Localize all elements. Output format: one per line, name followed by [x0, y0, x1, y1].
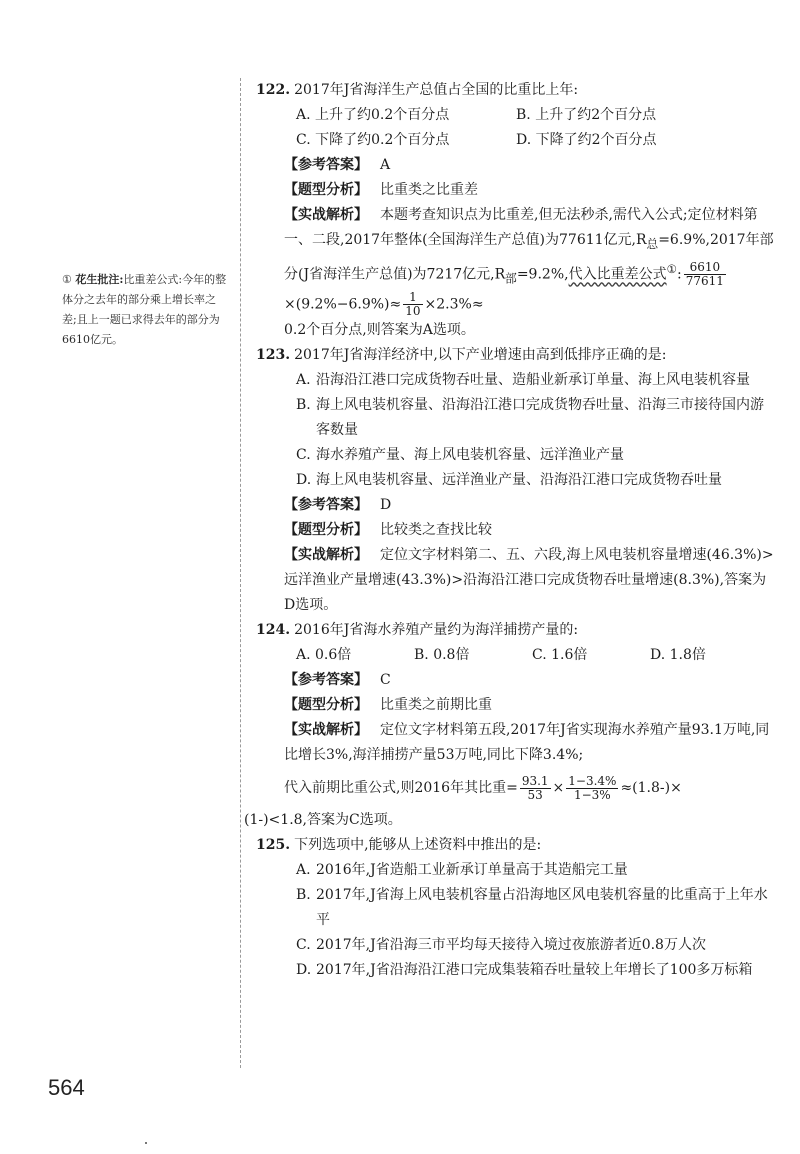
type-value: 比重类之比重差 [380, 182, 478, 198]
option-b [256, 883, 776, 933]
type-value: 比较类之查找比较 [380, 522, 492, 539]
margin-note [62, 270, 230, 350]
type-tag: 【题型分析】 [284, 697, 368, 714]
option-b: B. 0.8倍 [414, 647, 470, 664]
fraction [684, 261, 726, 288]
analysis-text: 0.2个百分点,则答案为A选项。 [284, 322, 475, 339]
option-a [256, 368, 776, 393]
analysis-text: ×(9.2%−6.9%)≈ [284, 296, 402, 313]
question-124-conclusion [244, 808, 776, 833]
analysis-text: 代入前期比重公式,则2016年其比重= [284, 780, 518, 797]
answer-tag: 【参考答案】 [284, 497, 368, 514]
question-text: 2017年J省海洋生产总值占全国的比重比上年: [294, 82, 579, 98]
margin-note-text: 比重差公式:今年的整体分之去年的部分乘上增长率之差;且上一题已求得去年的部分为6610亿元。 [62, 273, 227, 346]
option-a: A. 上升了约0.2个百分点 [296, 107, 450, 123]
margin-note-marker: ① [62, 273, 72, 286]
margin-divider [240, 78, 241, 1068]
question-124-stem [256, 618, 776, 643]
option-letter: C. [296, 447, 311, 464]
type-value: 比重类之前期比重 [380, 697, 492, 714]
question-number: 125. [256, 837, 291, 854]
option-text: 2017年,J省沿海沿江港口完成集装箱吞吐量较上年增长了100多万标箱 [316, 962, 753, 979]
option-d: D. 下降了约2个百分点 [516, 132, 657, 148]
answer-value: C [380, 672, 391, 689]
analysis-tag: 【实战解析】 [284, 207, 368, 223]
option-a: A. 0.6倍 [296, 647, 352, 664]
numerator: 6610 [684, 261, 726, 275]
question-124-options [256, 643, 776, 668]
numerator: 1 [403, 291, 422, 305]
analysis-tag: 【实战解析】 [284, 547, 368, 564]
type-tag: 【题型分析】 [284, 522, 368, 539]
subscript: 部 [505, 271, 517, 286]
answer-tag: 【参考答案】 [284, 672, 368, 689]
option-c: C. 下降了约0.2个百分点 [296, 132, 450, 148]
analysis-text: 本题考查知识点为比重差,但无法秒杀,需代入公式;定位材料第一、二段,2017年整体(全国海洋生产总值)为77611亿元,R [284, 207, 758, 248]
scan-speck [145, 1142, 147, 1144]
question-text: 2016年J省海水养殖产量约为海洋捕捞产量的: [294, 622, 579, 639]
question-124-analysis [256, 718, 776, 768]
option-d [256, 468, 776, 493]
question-text: 下列选项中,能够从上述资料中推出的是: [294, 837, 542, 854]
option-letter: B. [296, 887, 311, 904]
answer-tag: 【参考答案】 [284, 157, 368, 173]
answer-line [256, 668, 776, 693]
option-text: 海上风电装机容量、沿海沿江港口完成货物吞吐量、沿海三市接待国内游客数量 [316, 397, 764, 439]
type-tag: 【题型分析】 [284, 182, 368, 198]
option-c [256, 443, 776, 468]
question-123-analysis [256, 543, 776, 618]
option-d: D. 1.8倍 [650, 647, 706, 664]
analysis-tag: 【实战解析】 [284, 722, 368, 739]
question-number: 124. [256, 622, 291, 639]
underlined-text: 代入比重差公式 [568, 266, 667, 283]
option-text: 2016年,J省造船工业新承订单量高于其造船完工量 [316, 862, 628, 879]
analysis-text: ×2.3%≈ [424, 296, 484, 313]
analysis-text: =6.9%,2017年部分(J省海洋生产总值)为7217亿元,R [284, 232, 774, 283]
type-line [256, 518, 776, 543]
answer-value: A [380, 157, 391, 173]
option-d [256, 958, 776, 983]
type-line [256, 178, 776, 203]
option-letter: A. [296, 862, 311, 879]
analysis-text: 定位文字材料第五段,2017年J省实现海水养殖产量93.1万吨,同比增长3%,海洋捕捞产量53万吨,同比下降3.4%; [284, 722, 770, 764]
option-b [256, 393, 776, 443]
option-a [256, 858, 776, 883]
denominator: 53 [527, 787, 543, 802]
type-line [256, 693, 776, 718]
analysis-text: 定位文字材料第二、五、六段,海上风电装机容量增速(46.3%)>远洋渔业产量增速(43.3%)>沿海沿江港口完成货物吞吐量增速(8.3%),答案为D选项。 [284, 547, 774, 614]
option-text: 海上风电装机容量、远洋渔业产量、沿海沿江港口完成货物吞吐量 [316, 472, 722, 489]
question-124-formula [256, 768, 776, 808]
note-marker: ① [666, 261, 678, 276]
analysis-text: × [552, 780, 565, 797]
answer-line [256, 493, 776, 518]
option-letter: D. [296, 472, 312, 489]
question-122-options-row-2 [256, 128, 776, 153]
option-text: 海水养殖产量、海上风电装机容量、远洋渔业产量 [316, 447, 624, 464]
numerator: 1−3.4% [568, 773, 617, 788]
denominator: 10 [405, 304, 421, 319]
option-b: B. 上升了约2个百分点 [516, 107, 657, 123]
question-122-options-row-1 [256, 103, 776, 128]
numerator: 93.1 [521, 773, 549, 788]
option-c [256, 933, 776, 958]
question-number: 122. [256, 82, 291, 98]
fraction [403, 291, 422, 318]
question-125-stem [256, 833, 776, 858]
page-number: 564 [48, 1075, 85, 1100]
option-letter: C. [296, 937, 311, 954]
denominator: 77611 [685, 273, 724, 288]
option-letter: A. [296, 372, 311, 389]
answer-line [256, 153, 776, 178]
analysis-text: ≈(1.8-)× [620, 780, 682, 797]
fraction [566, 775, 618, 802]
main-content [244, 78, 776, 983]
analysis-text: (1-)<1.8,答案为C选项。 [244, 812, 402, 829]
denominator: 1−3% [573, 787, 611, 802]
analysis-text: =9.2%, [516, 266, 569, 283]
option-c: C. 1.6倍 [532, 647, 588, 664]
subscript: 总 [646, 236, 659, 251]
fraction [520, 775, 551, 802]
option-letter: B. [296, 397, 311, 414]
question-122-stem [256, 78, 776, 103]
analysis-text: : [677, 266, 682, 283]
margin-note-label: 花生批注: [75, 273, 124, 286]
question-number: 123. [256, 347, 291, 364]
option-letter: D. [296, 962, 312, 979]
question-123-stem [256, 343, 776, 368]
option-text: 沿海沿江港口完成货物吞吐量、造船业新承订单量、海上风电装机容量 [316, 372, 750, 389]
option-text: 2017年,J省沿海三市平均每天接待入境过夜旅游者近0.8万人次 [316, 937, 706, 954]
question-text: 2017年J省海洋经济中,以下产业增速由高到低排序正确的是: [294, 347, 667, 364]
option-text: 2017年,J省海上风电装机容量占沿海地区风电装机容量的比重高于上年水平 [316, 887, 768, 929]
question-122-analysis [256, 203, 776, 343]
answer-value: D [380, 497, 392, 514]
